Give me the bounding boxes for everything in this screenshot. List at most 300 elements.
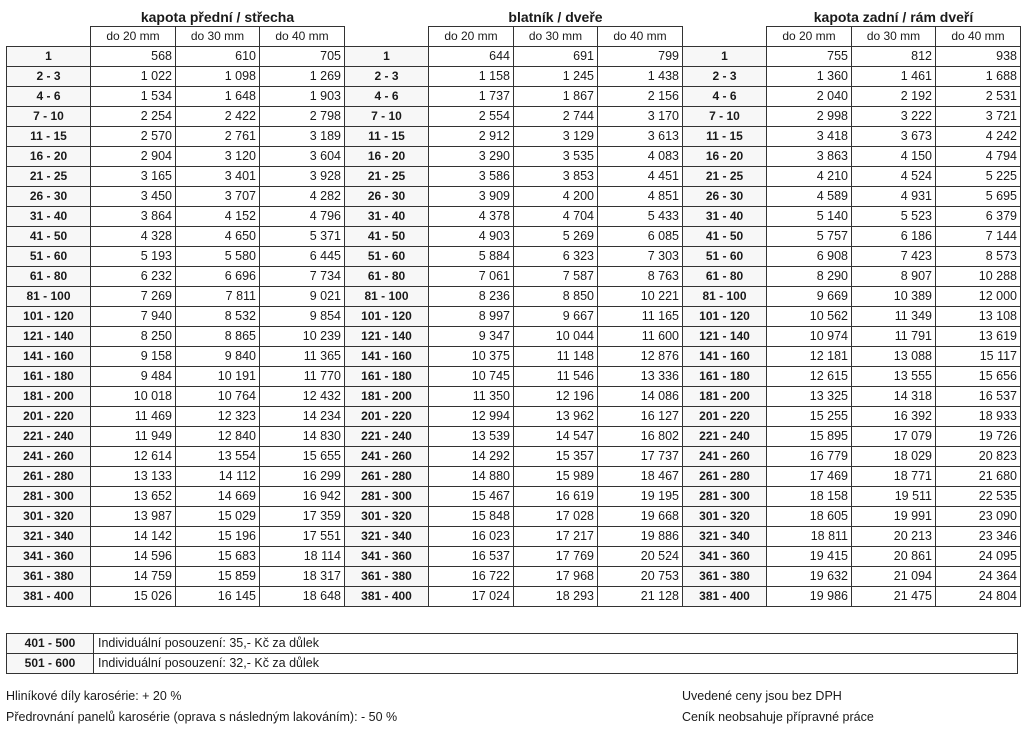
note-vat: Uvedené ceny jsou bez DPH (682, 689, 842, 703)
price-cell: 17 359 (260, 507, 345, 527)
group-title: kapota zadní / rám dveří (813, 9, 974, 25)
table-row (7, 207, 1021, 227)
price-cell: 17 217 (514, 527, 598, 547)
price-cell: 9 669 (767, 287, 852, 307)
price-cell: 3 863 (767, 147, 852, 167)
price-cell: 2 254 (91, 107, 176, 127)
price-cell: 9 667 (514, 307, 598, 327)
price-cell: 14 234 (260, 407, 345, 427)
price-cell: 6 323 (514, 247, 598, 267)
dent-count-label: 341 - 360 (7, 547, 91, 567)
price-cell: 3 222 (852, 107, 936, 127)
table-row (7, 167, 1021, 187)
price-cell: 11 600 (598, 327, 683, 347)
price-cell: 3 418 (767, 127, 852, 147)
dent-count-label: 31 - 40 (345, 207, 429, 227)
price-cell: 5 269 (514, 227, 598, 247)
price-cell: 9 158 (91, 347, 176, 367)
table-row (7, 487, 1021, 507)
dent-count-label: 261 - 280 (7, 467, 91, 487)
price-cell: 14 880 (429, 467, 514, 487)
dent-count-label: 221 - 240 (683, 427, 767, 447)
dent-count-label: 181 - 200 (683, 387, 767, 407)
price-cell: 7 423 (852, 247, 936, 267)
price-cell: 13 133 (91, 467, 176, 487)
individual-row (7, 654, 1018, 674)
dent-count-label: 4 - 6 (345, 87, 429, 107)
price-cell: 691 (514, 47, 598, 67)
table-row (7, 287, 1021, 307)
price-cell: 7 303 (598, 247, 683, 267)
price-cell: 18 158 (767, 487, 852, 507)
price-cell: 23 090 (936, 507, 1021, 527)
price-cell: 10 974 (767, 327, 852, 347)
dent-count-label: 61 - 80 (683, 267, 767, 287)
table-row (7, 127, 1021, 147)
dent-count-label: 201 - 220 (7, 407, 91, 427)
price-cell: 7 269 (91, 287, 176, 307)
dent-count-label: 81 - 100 (7, 287, 91, 307)
header-blank (683, 27, 767, 47)
price-cell: 4 931 (852, 187, 936, 207)
dent-count-label: 161 - 180 (7, 367, 91, 387)
price-cell: 5 140 (767, 207, 852, 227)
column-header: do 20 mm (91, 27, 176, 47)
price-cell: 16 779 (767, 447, 852, 467)
price-cell: 10 044 (514, 327, 598, 347)
price-cell: 18 114 (260, 547, 345, 567)
price-cell: 14 830 (260, 427, 345, 447)
price-cell: 1 648 (176, 87, 260, 107)
price-cell: 5 580 (176, 247, 260, 267)
price-cell: 13 088 (852, 347, 936, 367)
dent-count-label: 301 - 320 (345, 507, 429, 527)
price-cell: 8 290 (767, 267, 852, 287)
price-cell: 9 840 (176, 347, 260, 367)
table-row (7, 427, 1021, 447)
group-title: blatník / dveře (508, 9, 603, 25)
price-cell: 4 378 (429, 207, 514, 227)
dent-count-label: 31 - 40 (683, 207, 767, 227)
dent-count-label: 361 - 380 (345, 567, 429, 587)
dent-count-label: 221 - 240 (7, 427, 91, 447)
price-cell: 13 652 (91, 487, 176, 507)
dent-count-label: 281 - 300 (345, 487, 429, 507)
price-cell: 14 547 (514, 427, 598, 447)
table-row (7, 367, 1021, 387)
price-cell: 6 232 (91, 267, 176, 287)
price-cell: 8 907 (852, 267, 936, 287)
price-cell: 12 994 (429, 407, 514, 427)
dent-count-label: 61 - 80 (345, 267, 429, 287)
individual-pricing-table (6, 633, 1018, 674)
price-cell: 15 683 (176, 547, 260, 567)
price-cell: 1 688 (936, 67, 1021, 87)
price-cell: 12 615 (767, 367, 852, 387)
price-cell: 12 323 (176, 407, 260, 427)
table-row (7, 407, 1021, 427)
price-cell: 13 539 (429, 427, 514, 447)
price-cell: 12 000 (936, 287, 1021, 307)
dent-count-label: 261 - 280 (345, 467, 429, 487)
column-header: do 30 mm (852, 27, 936, 47)
price-cell: 3 189 (260, 127, 345, 147)
table-row (7, 387, 1021, 407)
price-cell: 5 757 (767, 227, 852, 247)
price-cell: 1 098 (176, 67, 260, 87)
price-cell: 17 551 (260, 527, 345, 547)
note-preparation: Ceník neobsahuje přípravné práce (682, 710, 874, 724)
price-cell: 20 823 (936, 447, 1021, 467)
dent-count-label: 321 - 340 (683, 527, 767, 547)
price-cell: 16 537 (429, 547, 514, 567)
dent-count-label: 201 - 220 (345, 407, 429, 427)
price-cell: 16 942 (260, 487, 345, 507)
price-cell: 3 401 (176, 167, 260, 187)
price-cell: 13 554 (176, 447, 260, 467)
dent-count-label: 181 - 200 (7, 387, 91, 407)
price-cell: 11 791 (852, 327, 936, 347)
price-cell: 3 165 (91, 167, 176, 187)
price-cell: 3 120 (176, 147, 260, 167)
price-cell: 19 986 (767, 587, 852, 607)
price-cell: 4 796 (260, 207, 345, 227)
price-cell: 4 451 (598, 167, 683, 187)
price-cell: 9 484 (91, 367, 176, 387)
price-cell: 16 722 (429, 567, 514, 587)
table-row (7, 507, 1021, 527)
dent-count-label: 241 - 260 (345, 447, 429, 467)
individual-text: Individuální posouzení: 35,- Kč za důlek (94, 634, 1018, 654)
dent-count-label: 141 - 160 (683, 347, 767, 367)
price-cell: 6 085 (598, 227, 683, 247)
table-row (7, 447, 1021, 467)
price-cell: 10 191 (176, 367, 260, 387)
price-cell: 15 895 (767, 427, 852, 447)
price-cell: 8 236 (429, 287, 514, 307)
individual-range-label: 401 - 500 (7, 634, 94, 654)
price-cell: 18 029 (852, 447, 936, 467)
price-cell: 3 129 (514, 127, 598, 147)
table-row (7, 467, 1021, 487)
table-row (7, 47, 1021, 67)
price-cell: 10 221 (598, 287, 683, 307)
price-cell: 15 989 (514, 467, 598, 487)
price-cell: 4 524 (852, 167, 936, 187)
dent-count-label: 2 - 3 (345, 67, 429, 87)
column-header: do 40 mm (260, 27, 345, 47)
table-row (7, 547, 1021, 567)
price-cell: 10 018 (91, 387, 176, 407)
dent-count-label: 261 - 280 (683, 467, 767, 487)
price-cell: 17 469 (767, 467, 852, 487)
price-cell: 22 535 (936, 487, 1021, 507)
price-cell: 18 317 (260, 567, 345, 587)
price-cell: 17 024 (429, 587, 514, 607)
price-cell: 13 325 (767, 387, 852, 407)
price-cell: 18 648 (260, 587, 345, 607)
dent-count-label: 101 - 120 (683, 307, 767, 327)
price-cell: 17 028 (514, 507, 598, 527)
price-cell: 10 764 (176, 387, 260, 407)
dent-count-label: 161 - 180 (683, 367, 767, 387)
price-cell: 13 555 (852, 367, 936, 387)
price-cell: 20 213 (852, 527, 936, 547)
price-cell: 4 282 (260, 187, 345, 207)
price-table (6, 8, 1021, 607)
price-cell: 2 798 (260, 107, 345, 127)
price-cell: 12 181 (767, 347, 852, 367)
table-row (7, 187, 1021, 207)
price-cell: 11 349 (852, 307, 936, 327)
price-cell: 15 255 (767, 407, 852, 427)
price-cell: 19 991 (852, 507, 936, 527)
price-cell: 18 293 (514, 587, 598, 607)
dent-count-label: 381 - 400 (683, 587, 767, 607)
price-cell: 15 117 (936, 347, 1021, 367)
price-cell: 755 (767, 47, 852, 67)
price-cell: 2 040 (767, 87, 852, 107)
table-row (7, 567, 1021, 587)
price-cell: 9 854 (260, 307, 345, 327)
price-cell: 3 604 (260, 147, 345, 167)
price-cell: 12 840 (176, 427, 260, 447)
dent-count-label: 381 - 400 (345, 587, 429, 607)
dent-count-label: 16 - 20 (7, 147, 91, 167)
dent-count-label: 11 - 15 (345, 127, 429, 147)
dent-count-label: 61 - 80 (7, 267, 91, 287)
price-cell: 3 864 (91, 207, 176, 227)
price-cell: 7 061 (429, 267, 514, 287)
price-cell: 24 364 (936, 567, 1021, 587)
dent-count-label: 241 - 260 (683, 447, 767, 467)
individual-range-label: 501 - 600 (7, 654, 94, 674)
dent-count-label: 121 - 140 (345, 327, 429, 347)
price-cell: 1 461 (852, 67, 936, 87)
price-cell: 10 389 (852, 287, 936, 307)
price-cell: 812 (852, 47, 936, 67)
table-row (7, 587, 1021, 607)
price-cell: 23 346 (936, 527, 1021, 547)
price-cell: 4 328 (91, 227, 176, 247)
price-cell: 10 288 (936, 267, 1021, 287)
dent-count-label: 51 - 60 (7, 247, 91, 267)
price-cell: 17 769 (514, 547, 598, 567)
price-cell: 938 (936, 47, 1021, 67)
price-cell: 19 632 (767, 567, 852, 587)
price-cell: 4 851 (598, 187, 683, 207)
price-cell: 16 127 (598, 407, 683, 427)
price-cell: 1 158 (429, 67, 514, 87)
price-cell: 16 392 (852, 407, 936, 427)
price-cell: 20 753 (598, 567, 683, 587)
price-cell: 10 375 (429, 347, 514, 367)
price-cell: 20 524 (598, 547, 683, 567)
price-cell: 24 095 (936, 547, 1021, 567)
price-cell: 3 290 (429, 147, 514, 167)
price-cell: 11 949 (91, 427, 176, 447)
price-cell: 14 318 (852, 387, 936, 407)
table-row (7, 67, 1021, 87)
dent-count-label: 26 - 30 (7, 187, 91, 207)
price-cell: 1 360 (767, 67, 852, 87)
dent-count-label: 161 - 180 (345, 367, 429, 387)
price-cell: 14 142 (91, 527, 176, 547)
price-cell: 799 (598, 47, 683, 67)
price-cell: 13 962 (514, 407, 598, 427)
price-cell: 3 853 (514, 167, 598, 187)
price-cell: 17 968 (514, 567, 598, 587)
price-cell: 2 761 (176, 127, 260, 147)
table-row (7, 307, 1021, 327)
price-cell: 6 379 (936, 207, 1021, 227)
price-cell: 644 (429, 47, 514, 67)
dent-count-label: 1 (683, 47, 767, 67)
price-cell: 2 912 (429, 127, 514, 147)
dent-count-label: 21 - 25 (7, 167, 91, 187)
dent-count-label: 241 - 260 (7, 447, 91, 467)
price-cell: 8 850 (514, 287, 598, 307)
header-blank (345, 27, 429, 47)
individual-row (7, 634, 1018, 654)
price-cell: 18 933 (936, 407, 1021, 427)
price-cell: 21 128 (598, 587, 683, 607)
column-header: do 30 mm (176, 27, 260, 47)
column-header: do 30 mm (514, 27, 598, 47)
price-cell: 6 186 (852, 227, 936, 247)
price-cell: 11 469 (91, 407, 176, 427)
price-cell: 1 534 (91, 87, 176, 107)
price-cell: 3 450 (91, 187, 176, 207)
price-cell: 2 744 (514, 107, 598, 127)
group-spacer (683, 8, 767, 27)
price-cell: 19 195 (598, 487, 683, 507)
column-header: do 20 mm (767, 27, 852, 47)
dent-count-label: 51 - 60 (345, 247, 429, 267)
dent-count-label: 16 - 20 (683, 147, 767, 167)
dent-count-label: 2 - 3 (7, 67, 91, 87)
dent-count-label: 21 - 25 (683, 167, 767, 187)
dent-count-label: 341 - 360 (345, 547, 429, 567)
group-spacer (7, 8, 91, 27)
table-row (7, 247, 1021, 267)
price-cell: 17 737 (598, 447, 683, 467)
price-cell: 21 680 (936, 467, 1021, 487)
price-cell: 2 192 (852, 87, 936, 107)
price-cell: 3 909 (429, 187, 514, 207)
dent-count-label: 81 - 100 (345, 287, 429, 307)
price-cell: 2 156 (598, 87, 683, 107)
dent-count-label: 281 - 300 (7, 487, 91, 507)
price-cell: 3 721 (936, 107, 1021, 127)
price-cell: 4 794 (936, 147, 1021, 167)
price-cell: 8 532 (176, 307, 260, 327)
price-cell: 5 523 (852, 207, 936, 227)
price-cell: 5 433 (598, 207, 683, 227)
dent-count-label: 181 - 200 (345, 387, 429, 407)
price-cell: 21 475 (852, 587, 936, 607)
price-cell: 14 112 (176, 467, 260, 487)
price-cell: 5 193 (91, 247, 176, 267)
dent-count-label: 201 - 220 (683, 407, 767, 427)
dent-count-label: 26 - 30 (345, 187, 429, 207)
price-cell: 4 200 (514, 187, 598, 207)
price-cell: 16 537 (936, 387, 1021, 407)
dent-count-label: 121 - 140 (683, 327, 767, 347)
dent-count-label: 361 - 380 (683, 567, 767, 587)
price-cell: 15 859 (176, 567, 260, 587)
dent-count-label: 31 - 40 (7, 207, 91, 227)
price-cell: 1 903 (260, 87, 345, 107)
dent-count-label: 16 - 20 (345, 147, 429, 167)
price-cell: 15 848 (429, 507, 514, 527)
price-cell: 9 347 (429, 327, 514, 347)
price-cell: 11 770 (260, 367, 345, 387)
dent-count-label: 301 - 320 (683, 507, 767, 527)
price-cell: 4 150 (852, 147, 936, 167)
price-cell: 13 336 (598, 367, 683, 387)
price-cell: 4 704 (514, 207, 598, 227)
price-cell: 3 673 (852, 127, 936, 147)
price-cell: 1 737 (429, 87, 514, 107)
price-cell: 8 997 (429, 307, 514, 327)
dent-count-label: 41 - 50 (683, 227, 767, 247)
note-aluminium: Hliníkové díly karosérie: + 20 % (6, 689, 182, 703)
price-cell: 11 350 (429, 387, 514, 407)
price-cell: 9 021 (260, 287, 345, 307)
table-row (7, 107, 1021, 127)
price-cell: 3 613 (598, 127, 683, 147)
price-cell: 11 365 (260, 347, 345, 367)
price-cell: 12 614 (91, 447, 176, 467)
price-cell: 11 165 (598, 307, 683, 327)
price-cell: 3 707 (176, 187, 260, 207)
table-row (7, 327, 1021, 347)
dent-count-label: 221 - 240 (345, 427, 429, 447)
price-cell: 11 546 (514, 367, 598, 387)
price-cell: 2 998 (767, 107, 852, 127)
table-row (7, 147, 1021, 167)
price-cell: 14 086 (598, 387, 683, 407)
price-cell: 24 804 (936, 587, 1021, 607)
price-cell: 15 467 (429, 487, 514, 507)
table-row (7, 227, 1021, 247)
price-cell: 6 908 (767, 247, 852, 267)
price-cell: 4 242 (936, 127, 1021, 147)
price-cell: 1 269 (260, 67, 345, 87)
price-cell: 6 696 (176, 267, 260, 287)
price-cell: 7 144 (936, 227, 1021, 247)
dent-count-label: 81 - 100 (683, 287, 767, 307)
price-cell: 7 587 (514, 267, 598, 287)
dent-count-label: 21 - 25 (345, 167, 429, 187)
price-cell: 8 573 (936, 247, 1021, 267)
price-cell: 15 655 (260, 447, 345, 467)
price-cell: 8 763 (598, 267, 683, 287)
price-cell: 8 250 (91, 327, 176, 347)
price-cell: 1 022 (91, 67, 176, 87)
price-cell: 5 225 (936, 167, 1021, 187)
dent-count-label: 7 - 10 (345, 107, 429, 127)
table-row (7, 347, 1021, 367)
dent-count-label: 321 - 340 (7, 527, 91, 547)
dent-count-label: 7 - 10 (683, 107, 767, 127)
price-cell: 13 619 (936, 327, 1021, 347)
price-cell: 18 467 (598, 467, 683, 487)
dent-count-label: 26 - 30 (683, 187, 767, 207)
price-cell: 1 867 (514, 87, 598, 107)
price-cell: 10 239 (260, 327, 345, 347)
